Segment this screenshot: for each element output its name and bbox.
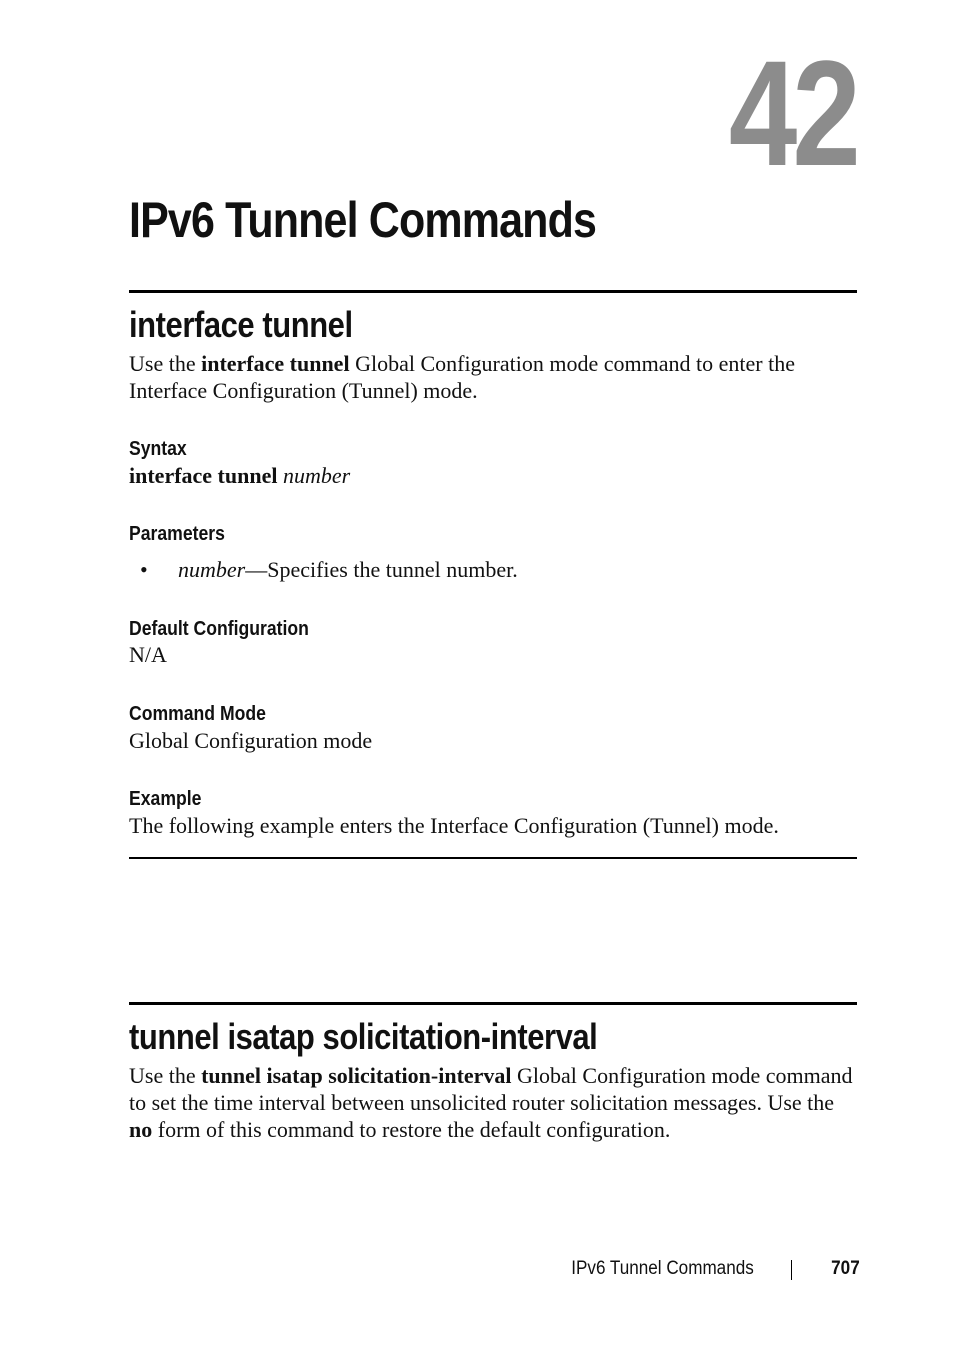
chapter-number: 42 [729,29,856,197]
section-title-interface-tunnel: interface tunnel [129,304,353,345]
section-divider [129,290,857,293]
default-configuration-heading: Default Configuration [129,618,309,640]
description-suffix: Global Configuration mode command to enter the Interface Configuration (Tunnel) mode. [129,351,795,403]
syntax-command: interface tunnel [129,463,278,488]
syntax-line [129,462,857,489]
parameter-description: —Specifies the tunnel number. [245,557,518,582]
chapter-title: IPv6 Tunnel Commands [129,192,597,248]
parameters-heading: Parameters [129,523,225,545]
default-configuration-value: N/A [129,642,167,667]
command-mode-heading: Command Mode [129,703,266,725]
description-prefix: Use the [129,1063,202,1088]
page-number: 707 [831,1258,860,1279]
section-title-tunnel-isatap: tunnel isatap solicitation-interval [129,1016,598,1057]
parameter-name: number [178,557,246,582]
bullet-icon: • [140,557,148,582]
section-divider [129,1002,857,1005]
footer-chapter-title: IPv6 Tunnel Commands [571,1258,754,1279]
no-keyword: no [129,1117,153,1142]
page-footer [0,1255,954,1283]
example-divider [129,857,857,859]
section-description [129,350,857,404]
footer-separator [791,1260,792,1280]
description-prefix: Use the [129,351,202,376]
example-text: The following example enters the Interface Configuration (Tunnel) mode. [129,813,779,838]
command-keyword: interface tunnel [201,351,350,376]
section-description [129,1062,857,1143]
command-keyword: tunnel isatap solicitation-interval [201,1063,512,1088]
syntax-parameter: number [282,463,351,488]
parameter-list-item [140,556,518,583]
description-middle: Global Configuration mode command to set the time interval between unsolicited router solicitation messages. Use the [129,1063,853,1115]
description-suffix: form of this command to restore the default configuration. [152,1117,671,1142]
syntax-heading: Syntax [129,438,187,460]
command-mode-value: Global Configuration mode [129,728,373,753]
example-heading: Example [129,788,202,810]
